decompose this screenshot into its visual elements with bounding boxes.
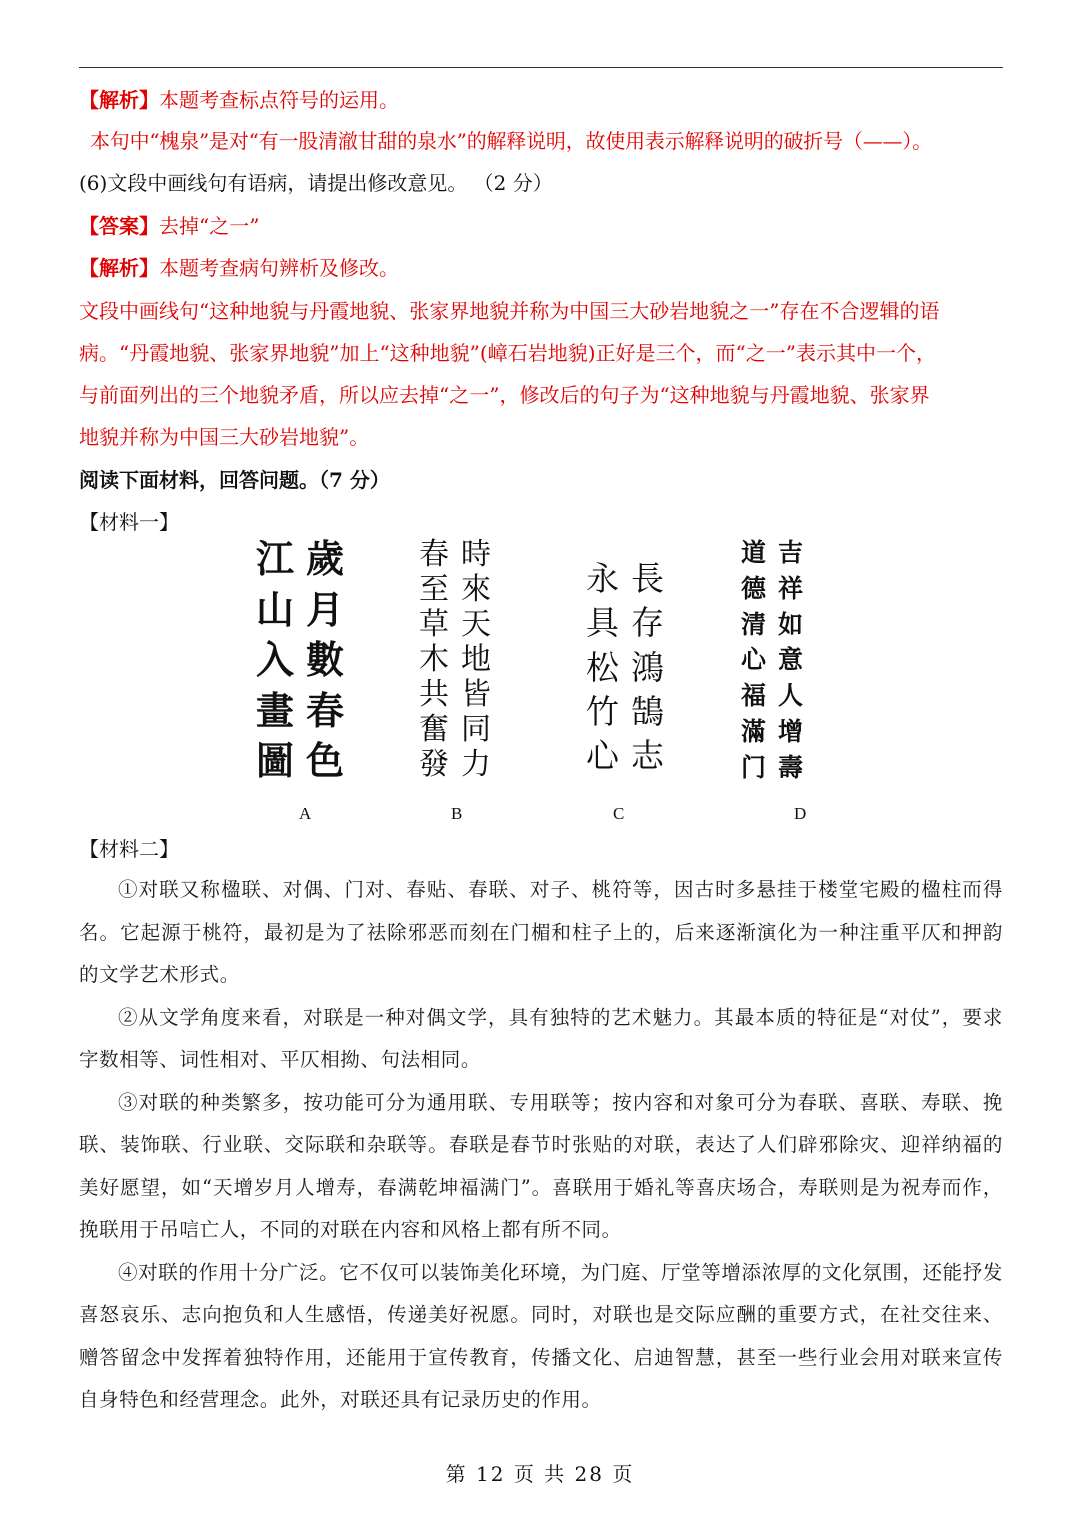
couplet-character: 色	[306, 738, 345, 783]
couplet-d-right	[778, 540, 803, 780]
couplet-character: 如	[778, 609, 804, 639]
analysis5-text: 本题考查标点符号的运用。	[159, 88, 399, 112]
couplet-character: 道	[741, 538, 767, 567]
couplet-character: 入	[256, 637, 295, 682]
couplet-a-left	[256, 536, 295, 783]
couplet-character: 春	[419, 537, 449, 572]
material2-label: 【材料二】	[79, 837, 179, 861]
couplet-character: 共	[419, 677, 449, 712]
couplet-character: 清	[741, 609, 767, 639]
couplet-b-right	[461, 537, 491, 782]
page-footer: 第 12 页 共 28 页	[445, 1462, 635, 1486]
couplet-character: 畫	[256, 687, 295, 733]
couplet-character: 來	[461, 572, 491, 607]
couplet-character: 圖	[256, 738, 295, 783]
couplet-character: 同	[461, 712, 491, 747]
analysis5-detail: 本句中“槐泉”是对“有一股清澈甘甜的泉水”的解释说明，故使用表示解释说明的破折号（——）。	[90, 129, 932, 153]
couplet-images	[230, 536, 890, 800]
couplet-character: 江	[256, 536, 295, 581]
couplet-character: 志	[631, 736, 664, 775]
couplet-letter-d: D	[794, 804, 807, 823]
couplet-character: 長	[631, 559, 664, 598]
couplet-character: 吉	[778, 538, 804, 567]
header-rule	[79, 67, 1003, 68]
couplet-c-right	[631, 559, 664, 775]
couplet-character: 人	[778, 681, 804, 711]
couplet-character: 滿	[741, 717, 767, 747]
couplet-character: 松	[586, 647, 619, 687]
couplet-character: 祥	[778, 573, 804, 603]
couplet-character: 數	[306, 637, 345, 682]
couplet-character: 竹	[586, 691, 619, 731]
reading-heading: 阅读下面材料，回答问题。（7 分）	[79, 468, 390, 492]
couplet-letter-c: C	[613, 804, 625, 823]
answer-6-line	[79, 212, 1003, 240]
couplet-d-left	[741, 540, 766, 780]
couplet-character: 德	[741, 573, 767, 603]
answer-text: 去掉“之一”	[159, 214, 260, 238]
material2-paragraph: ①对联又称楹联、对偶、门对、春贴、春联、对子、桃符等，因古时多悬挂于楼堂宅殿的楹柱而得名。它起源于桃符，最初是为了祛除邪恶而刻在门楣和柱子上的，后来逐渐演化为一种注重平仄和押韵的文学艺术形式。	[79, 878, 1003, 986]
couplet-character: 鴻	[631, 647, 664, 687]
couplet-character: 地	[461, 642, 491, 677]
couplet-character: 福	[741, 681, 767, 711]
analysis6-detail-line: 病。“丹霞地貌、张家界地貌”加上“这种地貌”(嶂石岩地貌)正好是三个，而“之一”表示其中一个，	[79, 341, 936, 365]
couplet-character: 草	[419, 607, 449, 642]
analysis6-detail-line: 文段中画线句“这种地貌与丹霞地貌、张家界地貌并称为中国三大砂岩地貌之一”存在不合逻辑的语	[79, 299, 940, 323]
couplet-character: 發	[419, 747, 449, 782]
analysis6-label: 【解析】	[79, 256, 159, 280]
couplet-character: 存	[631, 603, 664, 643]
couplet-character: 增	[778, 717, 804, 747]
couplet-character: 時	[461, 537, 491, 572]
material2-paragraph: ④对联的作用十分广泛。它不仅可以装饰美化环境，为门庭、厅堂等增添浓厚的文化氛围，还能抒发喜怒哀乐、志向抱负和人生感悟，传递美好祝愿。同时，对联也是交际应酬的重要方式，在社交往来、赠答留念中发挥着独特作用，还能用于宣传教育，传播文化、启迪智慧，甚至一些行业会用对联来宣传自身特色和经营理念。此外，对联还具有记录历史的作用。	[79, 1260, 1003, 1411]
couplet-character: 天	[461, 607, 491, 642]
answer-label: 【答案】	[79, 214, 159, 238]
couplet-b-left	[419, 537, 449, 782]
couplet-character: 月	[306, 586, 345, 632]
material2-body	[79, 869, 1003, 1422]
couplet-character: 壽	[778, 752, 804, 782]
couplet-character: 力	[461, 747, 491, 782]
couplet-character: 歲	[306, 536, 345, 581]
analysis6-detail-line: 与前面列出的三个地貌矛盾，所以应去掉“之一”，修改后的句子为“这种地貌与丹霞地貌、张家界	[79, 383, 930, 407]
couplet-character: 心	[586, 736, 619, 775]
couplet-character: 奮	[419, 712, 449, 747]
material1-label: 【材料一】	[79, 510, 179, 534]
couplet-character: 春	[306, 687, 345, 733]
couplet-letter-b: B	[451, 804, 463, 823]
couplet-character: 具	[586, 603, 619, 643]
couplet-character: 皆	[461, 677, 491, 712]
analysis6-text: 本题考查病句辨析及修改。	[159, 256, 399, 280]
material2-paragraph: ②从文学角度来看，对联是一种对偶文学，具有独特的艺术魅力。其最本质的特征是“对仗”，要求字数相等、词性相对、平仄相拗、句法相同。	[79, 1005, 1003, 1071]
couplet-character: 木	[419, 642, 449, 677]
couplet-b	[413, 537, 497, 790]
couplet-c-left	[586, 559, 619, 775]
couplet-a	[250, 536, 350, 790]
couplet-character: 至	[419, 572, 449, 607]
material2-paragraph: ③对联的种类繁多，按功能可分为通用联、专用联等；按内容和对象可分为春联、喜联、寿联、挽联、装饰联、行业联、交际联和杂联等。春联是春节时张贴的对联，表达了人们辟邪除灾、迎祥纳福的美好愿望，如“天增岁月人增寿，春满乾坤福满门”。喜联用于婚礼等喜庆场合，寿联则是为祝寿而作，挽联用于吊唁亡人，不同的对联在内容和风格上都有所不同。	[79, 1090, 1003, 1241]
couplet-a-right	[306, 536, 345, 783]
question-6: (6)文段中画线句有语病，请提出修改意见。 （2 分）	[79, 171, 553, 195]
analysis6-detail-line: 地貌并称为中国三大砂岩地貌”。	[79, 425, 370, 449]
couplet-character: 永	[586, 559, 619, 598]
couplet-d	[735, 540, 809, 790]
couplet-character: 山	[256, 586, 295, 632]
analysis6-line	[79, 254, 1003, 282]
couplet-character: 意	[778, 645, 804, 675]
analysis5-label: 【解析】	[79, 88, 159, 112]
couplet-letter-a: A	[299, 804, 312, 823]
couplet-c	[580, 559, 670, 812]
couplet-character: 心	[741, 645, 767, 675]
analysis5-line	[79, 86, 1003, 114]
couplet-character: 鵠	[631, 691, 664, 731]
couplet-character: 门	[741, 752, 767, 782]
